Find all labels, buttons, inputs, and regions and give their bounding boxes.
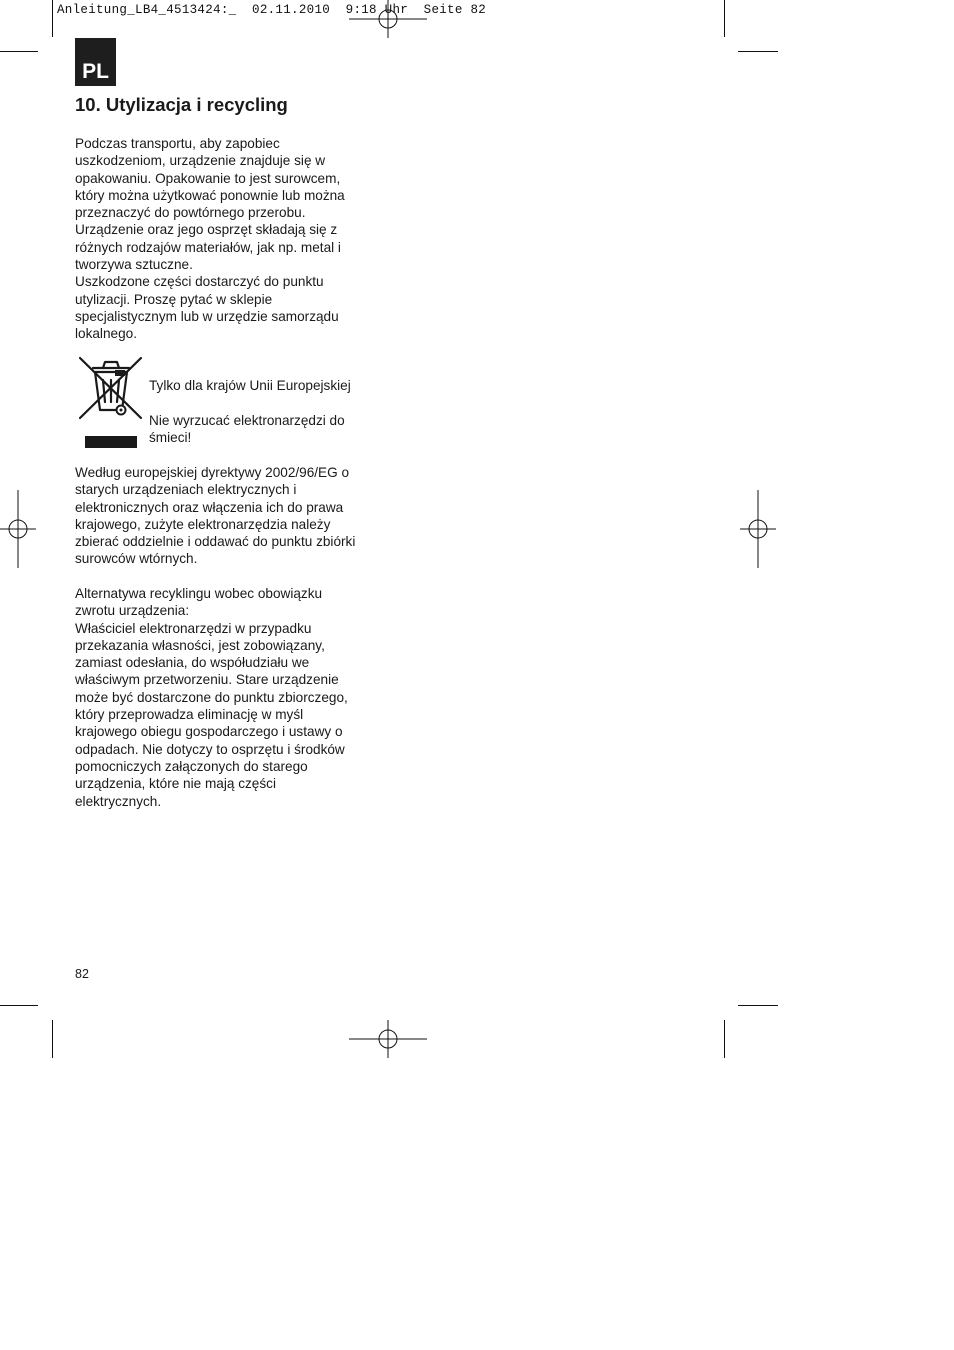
registration-mark-right <box>740 490 776 568</box>
language-badge: PL <box>75 38 116 86</box>
page-number: 82 <box>75 967 89 981</box>
crossed-out-wheelie-bin-icon <box>79 356 142 452</box>
weee-eu-only-note: Tylko dla krajów Unii Europejskiej <box>149 378 351 393</box>
intro-paragraph: Podczas transportu, aby zapobiec uszkodzeniom, urządzenie znajduje się w opakowaniu. Opakowanie to jest surowcem, który można użytkować ponownie lub można przeznaczyć do powtórnego przerobu. Urządzenie oraz jego osprzęt składają się z różnych rodzajów materiałów, jak np. metal i tworzywa sztuczne. Uszkodzone części dostarczyć do punktu utylizacji. Proszę pytać w sklepie specjalistycznym lub w urzędzie samorządu lokalnego. <box>75 136 345 342</box>
section-title: 10. Utylizacja i recycling <box>75 94 288 115</box>
registration-mark-top <box>349 0 427 38</box>
registration-mark-bottom <box>349 1020 427 1058</box>
directive-paragraph: Według europejskiej dyrektywy 2002/96/EG o starych urządzeniach elektrycznych i elektronicznych oraz włączenia ich do prawa krajowego, zużyte elektronarzędzia należy zbierać oddzielnie i oddawać do punktu zbiórki surowców wtórnych. <box>75 465 356 567</box>
registration-mark-left <box>0 490 36 568</box>
print-header: Anleitung_LB4_4513424:_ 02.11.2010 9:18 Uhr Seite 82 <box>57 3 487 17</box>
weee-disposal-warning: Nie wyrzucać elektronarzędzi do śmieci! <box>149 413 345 446</box>
recycling-alternative-paragraph: Alternatywa recyklingu wobec obowiązku zwrotu urządzenia: Właściciel elektronarzędzi w przypadku przekazania własności, jest zobowiązany, zamiast odesłania, do współudziału we właściwym przetworzeniu. Stare urządzenie może być dostarczone do punktu zbiorczego, który przeprowadza eliminację w myśl krajowego obiegu gospodarczego i ustawy o odpadach. Nie dotyczy to osprzętu i środków pomocniczych załączonych do starego urządzenia, które nie mają części elektrycznych. <box>75 586 348 809</box>
